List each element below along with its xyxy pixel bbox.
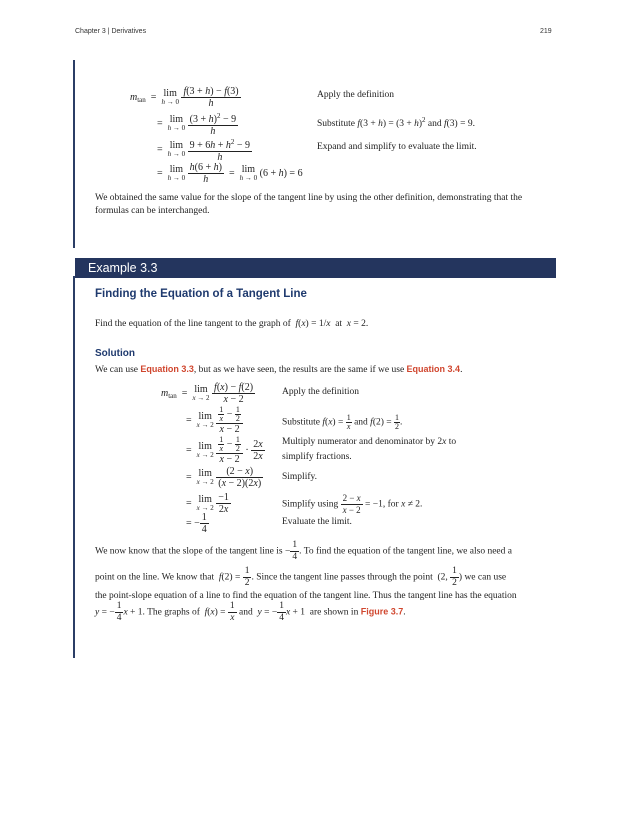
equation-3-4-link[interactable]: Equation 3.4: [406, 364, 461, 374]
top-note-2-label: Substitute: [317, 119, 356, 129]
concl-text-7: The graphs of: [147, 607, 200, 618]
ex-note-6: Evaluate the limit.: [282, 517, 352, 527]
ex-note-2: Substitute f(x) = $\frac{1}{x}$ and f(2) = $\frac{1}{2}$ .: [282, 413, 403, 431]
ex-note-3b: simplify fractions.: [282, 452, 352, 462]
solution-mid-text: , but as we have seen, the results are the same if we use: [193, 365, 405, 375]
top-eq-4: = lim h → 0 $\frac{h(6 + h)}{h}$ = lim h → 0 (6 + h) = 6: [157, 162, 303, 185]
ex-note-4: Simplify.: [282, 472, 318, 482]
ex-eq-5: = lim x → 2 $\frac{-1}{2x}$: [186, 492, 229, 515]
concl-text-1: We now know that the slope of the tangent line is: [95, 546, 283, 557]
example-label: Example 3.3: [88, 261, 158, 275]
problem-intro: Find the equation of the line tangent to the graph of: [95, 319, 291, 329]
ex-eq-2: = lim x → 2 $\frac{1}{x}$ − $\frac{1}{2}$ x − 2: [186, 406, 243, 435]
page-number: 219: [540, 28, 552, 35]
example-title: Finding the Equation of a Tangent Line: [95, 288, 307, 300]
ex-eq-3: = lim x → 2 $\frac{1}{x}$ − $\frac{1}{2}$ x − 2 · $\frac{2x}{2x}$: [186, 435, 263, 465]
top-summary: We obtained the same value for the slope of the tangent line by using the other definition, demonstrating that the formulas can be interchanged.: [95, 193, 523, 216]
conclusion-line-4: y = − $\frac{1}{4}$ x + 1. The graphs of f(x) = $\frac{1}{x}$ and y = − $\frac{1}{4}$ x + 1 are shown in Figure 3.7.: [95, 601, 406, 623]
side-rule-top: [73, 60, 75, 248]
ex-eq-6: = − $\frac{1}{4}$: [186, 512, 207, 535]
top-eq-3: = lim h → 0 $\frac{9 + 6h + h^2 - 9}{h}$: [157, 138, 251, 163]
top-eq-2: = lim h → 0 $\frac{(3 + h)^2 - 9}{h}$: [157, 112, 237, 137]
concl-text-2: To find the equation of the tangent line, we also need a: [303, 546, 512, 557]
side-rule-example: [73, 276, 75, 658]
top-note-3: Expand and simplify to evaluate the limit.: [317, 142, 477, 152]
concl-text-5: we can use: [464, 572, 507, 583]
concl-text-4: Since the tangent line passes through the point: [256, 572, 433, 583]
ex-note-2-label: Substitute: [282, 417, 321, 428]
top-eq-1: $m_{tan} = \lim$ h → 0 $\frac{f(3 + h) - f(3)}{h}$: [130, 86, 239, 109]
ex-eq-4: = lim x → 2 $\frac{(2 - x)}{(x - 2)(2x)}$: [186, 466, 262, 489]
conclusion-line-2: point on the line. We know that f(2) = $\frac{1}{2}$ . Since the tangent line passes through the point (2, $\frac{1}{2}$ ) we can use: [95, 566, 507, 588]
ex-eq-1: $m_{tan} = \lim$ x → 2 $\frac{f(x) - f(2)}{x - 2}$: [161, 382, 254, 405]
concl-text-9: are shown in: [309, 607, 359, 618]
ex-note-5: Simplify using $\frac{2 - x}{x - 2}$ = −1, for x ≠ 2.: [282, 493, 423, 515]
conclusion-line-3: the point-slope equation of a line to find the equation of the tangent line. Thus the tangent line has the equation: [95, 591, 517, 601]
figure-3-7-link[interactable]: Figure 3.7: [360, 606, 404, 617]
top-note-1: Apply the definition: [317, 90, 395, 100]
ex-note-3: Multiply numerator and denominator by 2x to: [282, 437, 457, 447]
running-header-chapter: Chapter 3 | Derivatives: [75, 28, 147, 35]
concl-text-3: point on the line. We know that: [95, 572, 215, 583]
conclusion-line-1: We now know that the slope of the tangent line is − $\frac{1}{4}$ . To find the equation of the tangent line, we also need a: [95, 540, 512, 562]
ex-note-3-label: Multiply numerator and denominator by: [282, 437, 436, 447]
ex-note-5-label: Simplify using: [282, 499, 339, 510]
top-note-2: Substitute $f(3 + h) = (3 + h)^2$ and f(3) = 9.: [317, 116, 475, 129]
equation-3-3-link[interactable]: Equation 3.3: [140, 364, 194, 374]
solution-heading: Solution: [95, 348, 135, 359]
solution-intro: We can use Equation 3.3, but as we have seen, the results are the same if we use Equation 3.4.: [95, 364, 463, 375]
solution-intro-text: We can use: [95, 365, 139, 375]
problem-statement: Find the equation of the line tangent to the graph of f(x) = 1/x at x = 2.: [95, 319, 369, 329]
ex-note-1: Apply the definition: [282, 387, 360, 397]
example-banner: [75, 258, 556, 278]
